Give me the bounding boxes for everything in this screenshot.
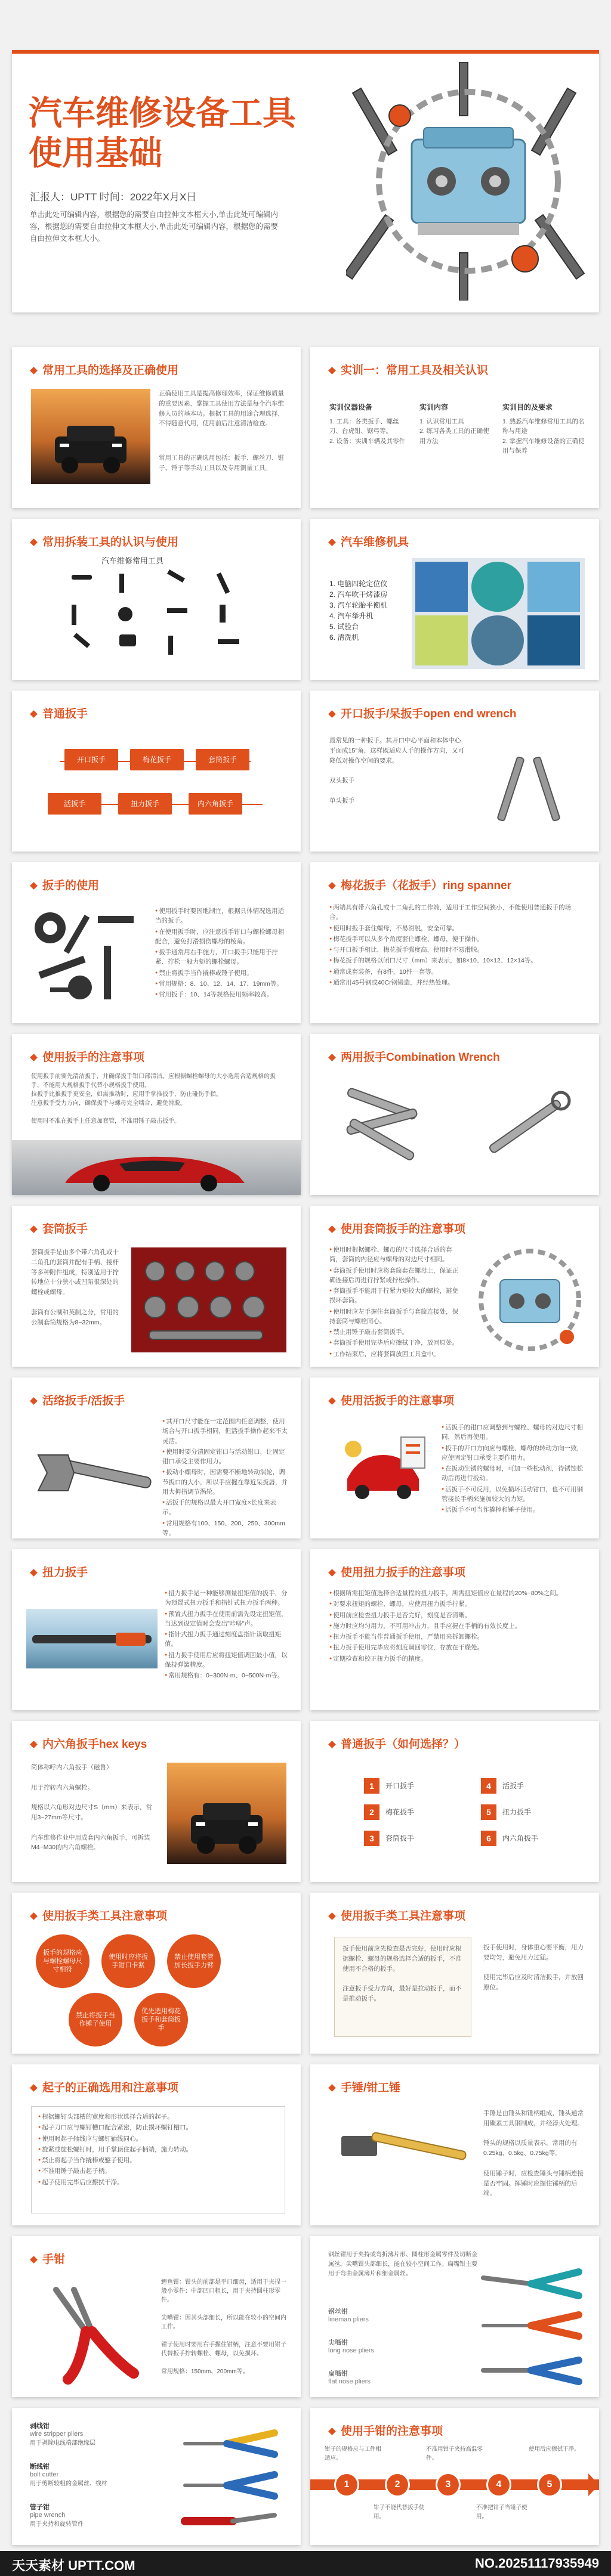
- slide-title: 活络扳手/活扳手: [31, 1392, 125, 1408]
- machinery-item: 4. 汽车举升机: [329, 612, 374, 620]
- slide-text: 鲤鱼钳：钳头的前部是平口细齿，适用于夹捏一般小零件；中部凹口粗长，用于夹持圆柱形零件。 尖嘴钳：因其头部细长，所以能在较小的空间内工作。 钳子使用时要用右手握住钳柄，注意不要用钳子代替扳手拧转螺栓、螺母，以免损坏。 常用规格：150mm、200mm等。: [161, 2279, 286, 2375]
- screwdriver-list: [38, 2112, 279, 2188]
- list-item: ● 与开口扳手相比，梅花扳手强度高，使用时不易滑脱。: [329, 945, 584, 955]
- machinery-photo-grid: [412, 558, 585, 669]
- plier-name: 断线钳: [30, 2463, 50, 2470]
- wrench-box: 内六角扳手: [189, 793, 242, 815]
- slide-pliers-precautions: [310, 2408, 599, 2545]
- training-col-1: [329, 402, 410, 446]
- step-circle: 3: [436, 2472, 461, 2497]
- wrench-set-image: [334, 1082, 430, 1171]
- slide-pliers-types: [310, 2236, 599, 2397]
- list-item: ● 禁止将扳手当作撬棒或锤子使用。: [155, 968, 286, 978]
- list-item: ● 活扳手不可当作撬棒和锤子使用。: [442, 1505, 585, 1515]
- usage-list: [155, 906, 286, 1001]
- list-item: ● 其开口尺寸能在一定范围内任意调整，使用场合与开口扳手相同，但活扳手操作起来不太灵活。: [162, 1417, 288, 1446]
- slide-combination-wrench: [310, 1034, 599, 1195]
- note-circle: 禁止将扳手当作锤子使用: [69, 1993, 122, 2046]
- slide-repair-machinery: [310, 519, 599, 680]
- slide-adjustable-wrench: [12, 1377, 301, 1538]
- slide-title: 手钳: [31, 2250, 65, 2267]
- list-item: ● 使用时要分清固定钳口与活动钳口，让固定钳口承受主要作用力。: [162, 1447, 288, 1467]
- step-circle: 2: [385, 2472, 410, 2497]
- slide-hex-keys: [12, 1721, 301, 1882]
- cover-accent-bar: [12, 50, 599, 54]
- slide-special-pliers: [12, 2408, 301, 2545]
- plier-desc: 用于剪断较粗的金属丝、线材: [30, 2481, 107, 2487]
- plier-en-name: pipe wrench: [30, 2512, 66, 2519]
- list-item: ● 使用时应左手握住套筒扳手与套筒连接处，保持套筒与螺栓同心。: [329, 1307, 464, 1327]
- list-item: ● 使用前应检查扭力扳手是否完好，刻度是否清晰。: [329, 1611, 584, 1620]
- slide-title: 使用扳手类工具注意事项: [31, 1907, 167, 1923]
- list-item: ● 梅花扳手的规格以闭口尺寸（mm）来表示，如8×10、10×12、12×14等。: [329, 956, 584, 965]
- slide-disassembly-tools: [12, 519, 301, 680]
- slide-torque-wrench: [12, 1549, 301, 1710]
- wrench-type-label: 内六角扳手: [502, 1834, 539, 1843]
- slide-title: 扳手的使用: [31, 877, 99, 893]
- list-item: ● 常用规格：8、10、12、14、17、19mm等。: [155, 979, 286, 989]
- slide-text: 使用扳手前要先清洁扳手，并确保扳手钳口部清洁。应根据螺栓螺母的大小选用合适规格的扳手，不能用大规格扳手代替小规格扳手使用。 拉扳手比推扳手更安全，如需推动时，应用手掌推扳手，防止碰伤手指。 注意扳手受力方向，确保扳手与螺母完全啮合，避免滑脱。 使用时不准在扳手上任意加套管，不准用锤子敲击扳手。: [31, 1073, 276, 1125]
- wrench-box: 梅花扳手: [130, 749, 184, 770]
- open-end-wrench-image: [489, 744, 579, 828]
- step-note: 不准把钳子当锤子使用。: [476, 2504, 527, 2521]
- list-item: ● 根据所需扭矩值选择合适量程的扭力扳手，所需扭矩值应在量程的20%~80%之间。: [329, 1589, 584, 1598]
- slide-socket-wrench: [12, 1206, 301, 1367]
- list-item: ● 扭力扳手使用后应将扭矩值调回最小值，以保持弹簧精度。: [165, 1651, 289, 1670]
- list-item: ● 活扳手不可反用，以免损坏活动钳口，也不可用钢管接长手柄来施加较大的力矩。: [442, 1485, 585, 1504]
- slide-title: 扭力扳手: [31, 1563, 88, 1580]
- slide-title: 使用扭力扳手的注意事项: [329, 1563, 465, 1580]
- list-item: ● 施力时应均匀用力，不可用冲击力，且手应握在手柄的有效长度上。: [329, 1621, 584, 1631]
- cover-title-line1: 汽车维修设备工具: [29, 94, 296, 132]
- slide-title: 使用手钳的注意事项: [329, 2422, 443, 2438]
- slide-title: 内六角扳手hex keys: [31, 1735, 147, 1751]
- slide-title: 使用套筒扳手的注意事项: [329, 1220, 465, 1236]
- wrench-box: 套筒扳手: [196, 749, 249, 770]
- suv-photo: [167, 1763, 286, 1864]
- adjustable-precaution-list: [442, 1423, 585, 1516]
- number-badge: 6: [481, 1831, 496, 1846]
- slide-title: 常用拆装工具的认识与使用: [31, 533, 178, 549]
- torque-wrench-list: [165, 1589, 289, 1682]
- plier-en-name: wire stripper pliers: [30, 2431, 84, 2438]
- slide-open-end-wrench: [310, 691, 599, 852]
- slide-title: 普通扳手: [31, 705, 88, 721]
- machine-photo: [471, 562, 524, 612]
- list-item: ● 不准用锤子敲击起子柄。: [38, 2166, 279, 2176]
- tools-collage-icon: [26, 904, 146, 1011]
- slide-wrench-precautions: [12, 1034, 301, 1195]
- list-item: ● 禁止将起子当作撬棒或錾子使用。: [38, 2156, 279, 2165]
- plier-en-name: flat nose pliers: [328, 2378, 371, 2385]
- plier-desc: 用于夹持和旋转管件: [30, 2521, 84, 2528]
- machine-photo: [471, 615, 524, 665]
- footer-bar: [0, 2551, 611, 2576]
- plier-en-name: lineman pliers: [328, 2316, 369, 2323]
- slide-text: 最常见的一种扳手。其开口中心平面和本体中心平面成15°角，这样既适应人手的操作方向，又可降低对操作空间的要求。 双头扳手 单头扳手: [329, 737, 464, 804]
- slide-common-wrench: [12, 691, 301, 852]
- note-circle: 使用时应将扳手钳口卡紧: [101, 1934, 155, 1988]
- list-item: ● 禁止用锤子敲击套筒扳手。: [329, 1327, 464, 1337]
- wrench-box: 开口扳手: [64, 749, 118, 770]
- list-item: ● 在扳动生锈的螺母时，可加一些松动剂，待锈蚀松动后再进行扳动。: [442, 1464, 585, 1484]
- process-arrow-head: [588, 2473, 599, 2496]
- step-circle: 5: [537, 2472, 562, 2497]
- cover-title-line2: 使用基础: [29, 134, 162, 172]
- number-badge: 5: [481, 1804, 496, 1820]
- slide-title: 套筒扳手: [31, 1220, 88, 1236]
- list-item: ● 旋紧或旋松螺钉时，用手掌顶住起子柄端，施力转动。: [38, 2145, 279, 2154]
- slide-title: 开口扳手/呆扳手open end wrench: [329, 705, 517, 721]
- car-checklist-illustration: [329, 1425, 437, 1521]
- list-item: ● 活扳手的钳口应调整到与螺栓、螺母的对边尺寸相同，然后再使用。: [442, 1423, 585, 1442]
- slide-screwdriver: [12, 2064, 301, 2225]
- step-note: 不准用钳子夹持高温零件。: [426, 2446, 483, 2462]
- adjustable-wrench-list: [162, 1417, 288, 1538]
- special-plier-1: [30, 2421, 149, 2447]
- slide-title: 手锤/钳工锤: [329, 2079, 400, 2095]
- step-circle: 4: [486, 2472, 511, 2497]
- slide-training-one: [310, 347, 599, 508]
- step-note: 钳子的规格应与工件相适应。: [325, 2446, 382, 2462]
- adjustable-wrench-image: [32, 1443, 158, 1503]
- ring-spanner-list: [329, 903, 584, 989]
- cover-title: [29, 93, 296, 173]
- footer-site: 天天素材 UPTT.COM: [12, 2558, 135, 2573]
- training-col-2: [419, 402, 494, 446]
- step-note: 钳子不能代替扳手使用。: [374, 2504, 425, 2521]
- list-item: ● 起子使用完毕后应擦拭干净。: [38, 2178, 279, 2187]
- slide-title: 梅花扳手（花扳手）ring spanner: [329, 877, 511, 893]
- list-item: ● 使用时扳手套住螺母，不易滑脱，安全可靠。: [329, 924, 584, 933]
- list-item: ● 通常用45号钢或40Cr钢锻造，并经热处理。: [329, 978, 584, 987]
- plier-name: 钢丝钳: [328, 2308, 348, 2315]
- list-item: ● 使用扳手时要因地制宜，根据具体情况选用适当的扳手。: [155, 906, 286, 926]
- notes-text-right: 扳手使用时，身体重心要平衡，用力要均匀，避免用力过猛。 使用完毕后应及时清洁扳手，并放回原位。: [483, 1944, 584, 1992]
- col-text: 1. 认识常用工具 2. 练习各类工具的正确使用方法: [419, 418, 489, 445]
- slide-ring-spanner: [310, 862, 599, 1023]
- notes-text-left: 扳手使用前应先检查是否完好，使用时应根据螺栓、螺母的规格选择合适的扳手，不准使用不合格的扳手。 注意扳手受力方向，最好是拉动扳手，而不是推动扳手。: [342, 1945, 462, 2002]
- special-plier-3: [30, 2502, 149, 2528]
- tools-caption: 汽车维修常用工具: [101, 556, 164, 565]
- list-item: ● 活扳手的规格以最大开口宽度×长度来表示。: [162, 1498, 288, 1518]
- machine-photo: [415, 615, 468, 665]
- wrench-type-label: 开口扳手: [385, 1782, 415, 1790]
- col-title: 实训内容: [419, 403, 449, 411]
- list-item: ● 使用时起子轴线应与螺钉轴线同心。: [38, 2134, 279, 2144]
- number-badge: 4: [481, 1778, 496, 1794]
- suv-photo: [31, 389, 150, 484]
- step-note: 使用后应擦拭干净。: [529, 2446, 580, 2453]
- machinery-item: 3. 汽车轮胎平衡机: [329, 601, 388, 609]
- plier-en-name: bolt cutter: [30, 2471, 59, 2478]
- wrench-type-label: 套筒扳手: [385, 1834, 415, 1843]
- list-item: ● 对要求扭矩的螺栓、螺母，应使用扭力扳手拧紧。: [329, 1599, 584, 1609]
- list-item: ● 指针式扭力扳手通过刻度盘指针读取扭矩值。: [165, 1630, 289, 1649]
- pliers-caption: 钢丝钳用于夹持或弯折薄片形、圆柱形金属零件及切断金属丝。尖嘴钳头部细长，能在较小空间工作。扁嘴钳主要用于弯曲金属薄片和细金属丝。: [328, 2252, 477, 2277]
- torque-wrench-photo: [26, 1609, 158, 1668]
- list-item: ● 定期检查和校正扭力扳手的精度。: [329, 1654, 584, 1664]
- list-item: ● 扳手通常用右手施力，开口扳手只能用于拧紧、拧松一般力矩的螺栓螺母。: [155, 948, 286, 967]
- number-badge: 2: [364, 1804, 379, 1820]
- slide-text: 手锤是由锤头和锤柄组成，锤头通常用碳素工具钢制成，并经淬火处理。 锤头的规格以质量表示，常用的有0.25kg、0.5kg、0.75kg等。 使用锤子时，应检查锤头与锤柄连接是否牢固。挥锤时应握住锤柄的后端。: [483, 2110, 584, 2197]
- slide-title: 汽车维修机具: [329, 533, 409, 549]
- list-item: ● 常用扳手：10、14等规格使用频率较高。: [155, 990, 286, 999]
- note-circle: 扳手的规格应与螺栓螺母尺寸相符: [36, 1934, 90, 1988]
- cover-slide: [12, 50, 599, 312]
- list-item: ● 常用规格有：0~300N·m、0~500N·m等。: [165, 1671, 289, 1680]
- wrench-type-label: 活扳手: [502, 1782, 524, 1790]
- col-title: 实训仪器设备: [329, 403, 373, 411]
- wrench-type-label: 扭力扳手: [502, 1808, 532, 1816]
- machinery-item: 1. 电脑四轮定位仪: [329, 580, 388, 588]
- list-item: ● 扭力扳手不能当作普通扳手使用，严禁用来拆卸螺栓。: [329, 1632, 584, 1642]
- sports-car-photo: [12, 1140, 301, 1195]
- number-badge: 1: [364, 1778, 379, 1794]
- slide-hammer: [310, 2064, 599, 2225]
- machine-photo: [415, 562, 468, 612]
- plier-en-name: long nose pliers: [328, 2347, 375, 2354]
- socket-precaution-list: [329, 1245, 464, 1360]
- list-item: ● 扭力扳手使用完毕应将刻度调回零位，存放在干燥处。: [329, 1643, 584, 1652]
- list-item: ● 起子刀口应与螺钉槽口配合紧密，防止损坏螺钉槽口。: [38, 2123, 279, 2132]
- list-item: ● 扳动小螺母时，因需要不断地转动涡轮，调节扳口的大小，所以手应握在靠近呆扳唇，并用大拇指调节涡轮。: [162, 1467, 288, 1497]
- slide-socket-precautions: [310, 1206, 599, 1367]
- slide-title: 普通扳手（如何选择？）: [329, 1735, 465, 1751]
- slide-title: 使用扳手类工具注意事项: [329, 1907, 465, 1923]
- torque-precaution-list: [329, 1589, 584, 1665]
- list-item: ● 使用时根据螺栓、螺母的尺寸选择合适的套筒，套筒的内径应与螺母的对边尺寸相同。: [329, 1245, 464, 1265]
- wrench-box: 扭力扳手: [118, 793, 172, 815]
- list-item: ● 套筒扳手使用时应将套筒套在螺母上，保证正确连接后再进行拧紧或拧松操作。: [329, 1266, 464, 1286]
- plier-label-1: [328, 2306, 369, 2323]
- cover-description: 单击此处可编辑内容，根据您的需要自由拉伸文本框大小,单击此处可编辑内容，根据您的需要自由拉伸文本框大小,单击此处可编辑内容，根据您的需要自由拉伸文本框大小。: [30, 210, 278, 243]
- machinery-item: 5. 试验台: [329, 623, 359, 631]
- slide-text-2: 常用工具的正确选用包括：扳手、螺丝刀、钳子、锤子等手动工具以及专用测量工具。: [159, 454, 284, 472]
- plier-label-2: [328, 2337, 374, 2354]
- slide-title: 起子的正确选用和注意事项: [31, 2079, 178, 2095]
- col-text: 1. 工具：各类扳手、螺丝刀、台虎钳、锯弓等。 2. 设备：实训车辆及其零件: [329, 418, 406, 445]
- slide-title: 使用扳手的注意事项: [31, 1048, 144, 1064]
- slide-adjustable-precautions: [310, 1377, 599, 1538]
- col-text: 1. 熟悉汽车维修常用工具的名称与用途 2. 掌握汽车维修设备的正确使用与保养: [502, 418, 585, 454]
- list-item: ● 在使用扳手时，应注意扳手钳口与螺栓螺母相配合，避免打滑损伤螺母的棱角。: [155, 927, 286, 947]
- col-title: 实训目的及要求: [502, 403, 553, 411]
- plier-label-3: [328, 2368, 371, 2385]
- pliers-image: [32, 2278, 152, 2385]
- slide-wrench-notes-frame: [310, 1893, 599, 2054]
- plier-desc: 用于剥除电线端部绝缘层: [30, 2440, 95, 2447]
- step-circle: 1: [334, 2472, 359, 2497]
- wrench-box: 活扳手: [48, 793, 101, 815]
- slide-text-1: 正确使用工具是提高修理效率，保证维修质量的重要因素，掌握工具使用方法是每个汽车维修人员的基本功。根据工具的用途合理选择，不得随意代用，使用前后注意清洁检查。: [159, 390, 284, 428]
- socket-set-photo: [131, 1247, 286, 1352]
- slide-text: 简体称呼内六角扳手（磁鲁） 用于拧转内六角螺栓。 规格以六角形对边尺寸S（mm）来表示，常用3~27mm等尺寸。 汽车维修作业中用成套内六角扳手，可拆装M4~M30的内六角螺栓。: [31, 1764, 152, 1852]
- slide-title: 使用活扳手的注意事项: [329, 1392, 454, 1408]
- plier-name: 剥线钳: [30, 2423, 50, 2430]
- machinery-item: 2. 汽车吹干烤漆房: [329, 590, 388, 599]
- list-item: ● 预置式扭力扳手在使用前需先设定扭矩值，当达到设定值时会发出"咔嗒"声。: [165, 1609, 289, 1629]
- tools-icon-grid: [66, 569, 263, 670]
- machinery-list: [329, 578, 413, 643]
- note-circle: 禁止使用套管加长扳手力臂: [167, 1934, 221, 1988]
- list-item: ● 梅花扳手可以从多个角度套住螺栓、螺母，便于操作。: [329, 934, 584, 944]
- combination-wrench-image: [471, 1088, 579, 1165]
- list-item: ● 套筒扳手不能用于拧紧力矩较大的螺栓，避免损坏套筒。: [329, 1286, 464, 1306]
- slide-tool-selection: [12, 347, 301, 508]
- hammer-image: [329, 2112, 473, 2202]
- special-pliers-image: [173, 2420, 286, 2539]
- plier-name: 管子钳: [30, 2504, 50, 2511]
- engine-tools-illustration: [346, 62, 591, 301]
- list-item: ● 常用规格有100、150、200、250、300mm等。: [162, 1519, 288, 1538]
- slide-title: 实训一：常用工具及相关认识: [329, 361, 488, 377]
- plier-name: 尖嘴钳: [328, 2339, 348, 2346]
- list-item: ● 根据螺钉头部槽的宽度和形状选择合适的起子。: [38, 2112, 279, 2122]
- list-item: ● 通常成套装备，有8件、10件一套等。: [329, 967, 584, 977]
- slide-wrench-selection: [310, 1721, 599, 1882]
- slide-wrench-usage: [12, 862, 301, 1023]
- slide-torque-precautions: [310, 1549, 599, 1710]
- list-item: ● 扳手的开口方向应与螺栓、螺母的转动方向一致，应使固定钳口承受主要作用力。: [442, 1444, 585, 1463]
- number-badge: 3: [364, 1831, 379, 1846]
- note-circle: 优先选用梅花扳手和套筒扳手: [134, 1993, 188, 2046]
- slide-title: 两用扳手Combination Wrench: [329, 1048, 500, 1064]
- wrench-type-label: 梅花扳手: [385, 1808, 415, 1816]
- special-plier-2: [30, 2462, 149, 2487]
- engine-illustration: [471, 1241, 588, 1358]
- list-item: ● 套筒扳手使用完毕后应擦拭干净，放回原处。: [329, 1338, 464, 1348]
- pliers-set-image: [471, 2260, 591, 2391]
- list-item: ● 两端具有带六角孔或十二角孔的工作端，适用于工作空间狭小，不能使用普通扳手的场合。: [329, 903, 584, 922]
- slide-title: 常用工具的选择及正确使用: [31, 361, 178, 377]
- footer-number: NO.20251117935949: [475, 2556, 599, 2571]
- machinery-item: 6. 清洗机: [329, 633, 359, 642]
- training-col-3: [502, 402, 586, 456]
- plier-name: 扁嘴钳: [328, 2370, 348, 2377]
- machine-photo: [527, 562, 580, 612]
- cover-meta: 汇报人：UPTT 时间：2022年X月X日: [30, 191, 197, 203]
- machine-photo: [527, 615, 580, 665]
- list-item: ● 工作结束后，应将套筒放回工具盒中。: [329, 1349, 464, 1359]
- slide-pliers: [12, 2236, 301, 2397]
- slide-wrench-notes-circles: [12, 1893, 301, 2054]
- list-item: ● 扭力扳手是一种能够测量扭矩值的扳手，分为预置式扭力扳手和指针式扭力扳手两种。: [165, 1589, 289, 1608]
- slide-text: 套筒扳手是由多个带六角孔或十二角孔的套筒并配有手柄、接杆等多种附件组成，特别适用于拧转地位十分狭小或凹陷很深处的螺栓或螺母。 套筒有公制和英制之分，常用的公制套筒规格为8~32mm。: [31, 1249, 119, 1326]
